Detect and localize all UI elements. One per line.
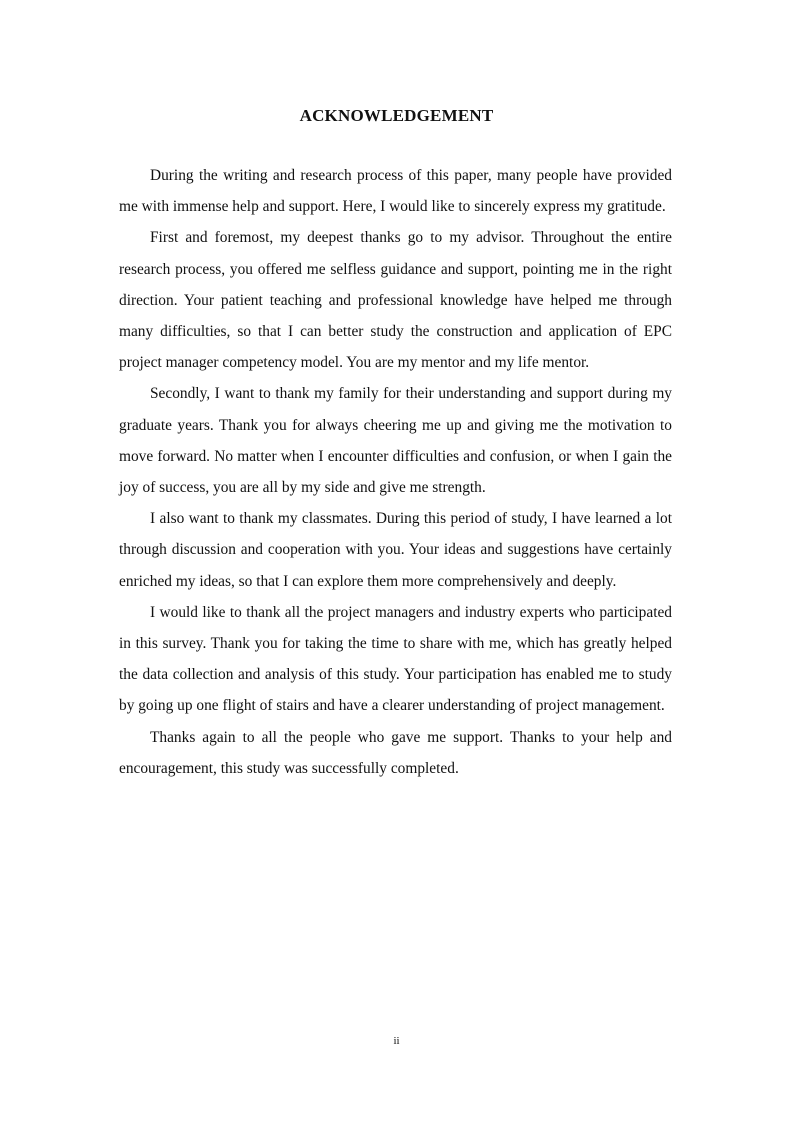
paragraph: First and foremost, my deepest thanks go to my advisor. Throughout the entire research process, you offered me selfless guidance and support, pointing me in the right direction. Your patient teaching and professional knowledge have helped me through many difficulties, so that I can better study the construction and application of EPC project manager competency model. You are my mentor and my life mentor.	[119, 229, 672, 372]
paragraph: Secondly, I want to thank my family for their understanding and support during my graduate years. Thank you for always cheering me up and giving me the motivation to move forward. No matter when I encounter difficulties and confusion, or when I gain the joy of success, you are all by my side and give me strength.	[119, 385, 672, 497]
paragraph: Thanks again to all the people who gave me support. Thanks to your help and encouragement, this study was successfully completed.	[119, 728, 672, 777]
paragraph: I would like to thank all the project managers and industry experts who participated in this survey. Thank you for taking the time to share with me, which has greatly helped the data collection and analysis of this study. Your participation has enabled me to study by going up one flight of stairs and have a clearer understanding of project management.	[119, 603, 672, 715]
page-title: ACKNOWLEDGEMENT	[299, 106, 494, 125]
acknowledgement-body	[119, 160, 672, 784]
page-number: ii	[393, 1035, 400, 1047]
paragraph: During the writing and research process of this paper, many people have provided me with immense help and support. Here, I would like to sincerely express my gratitude.	[119, 167, 672, 216]
paragraph: I also want to thank my classmates. During this period of study, I have learned a lot through discussion and cooperation with you. Your ideas and suggestions have certainly enriched my ideas, so that I can explore them more comprehensively and deeply.	[119, 510, 672, 590]
